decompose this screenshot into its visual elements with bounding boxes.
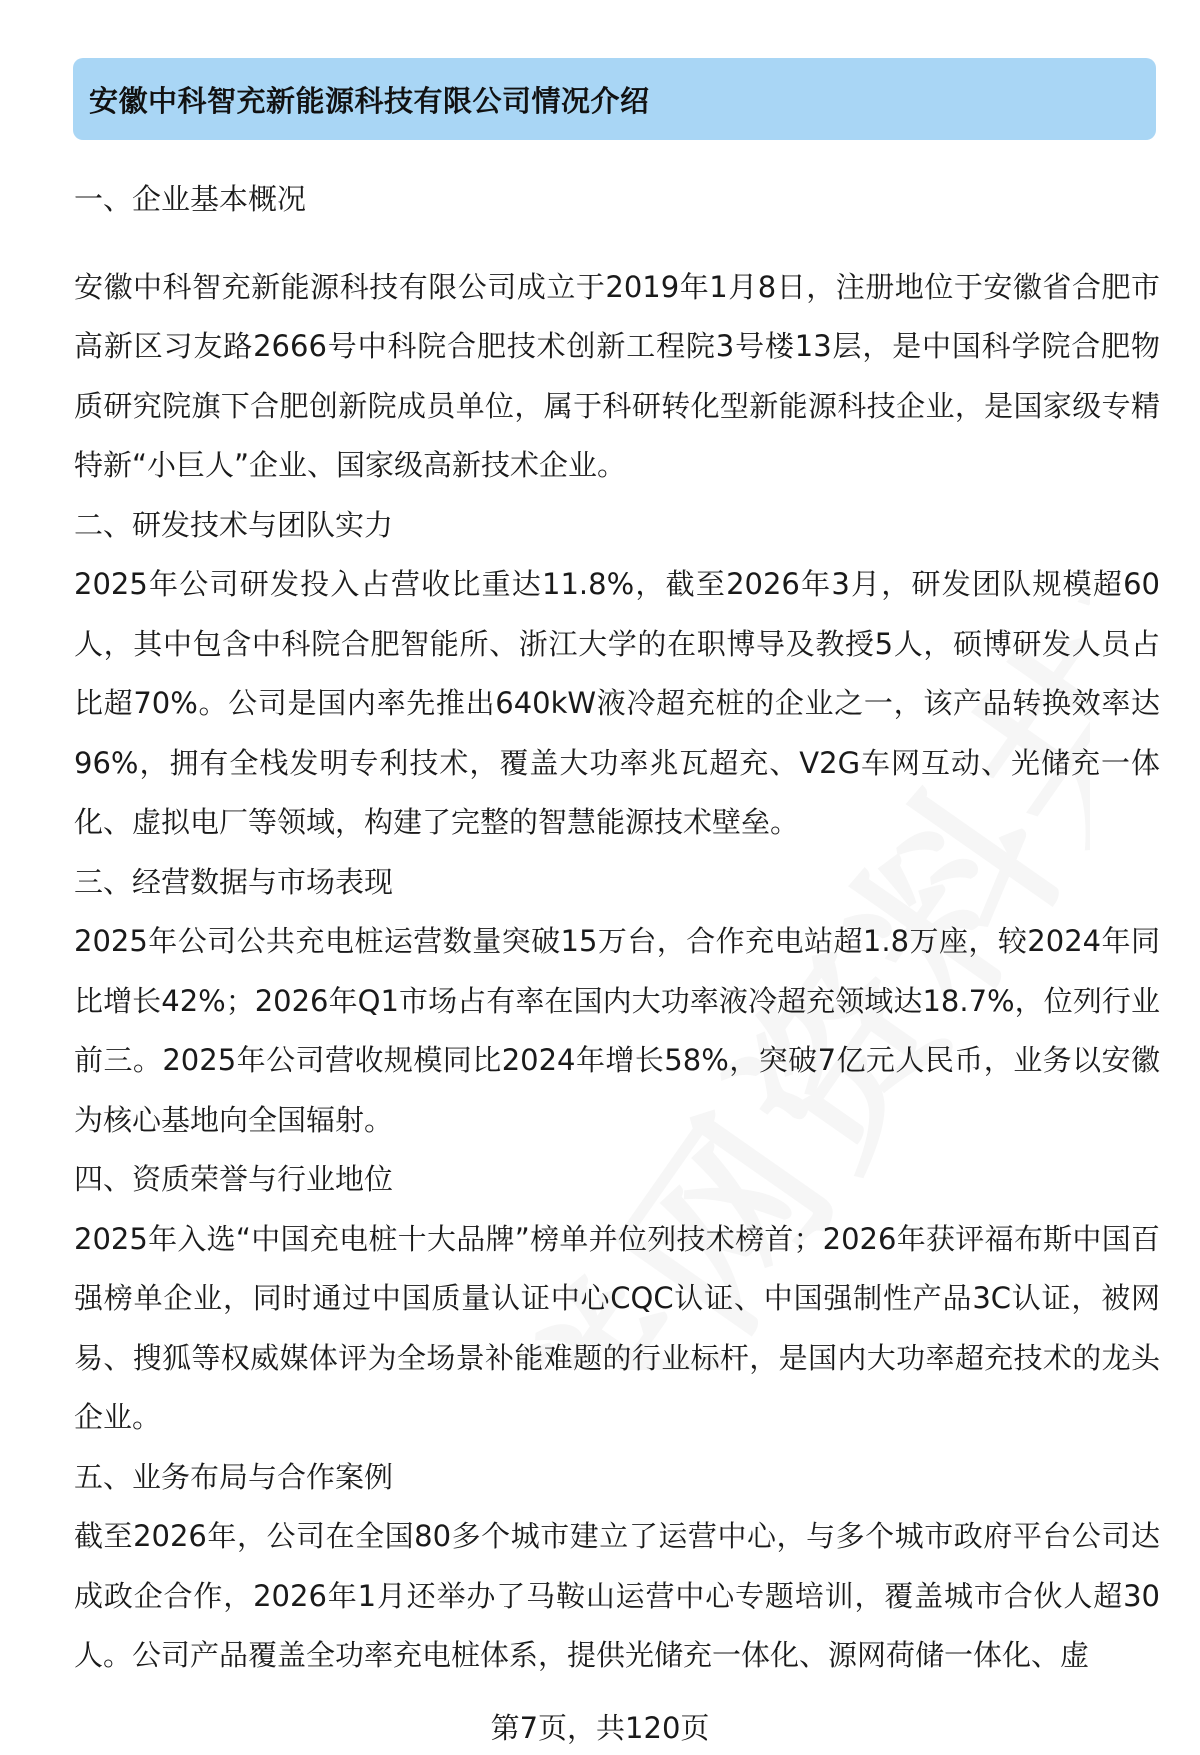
title-banner xyxy=(73,58,1156,140)
section-heading-1: 一、企业基本概况 xyxy=(74,182,307,216)
page-number: 第7页，共120页 xyxy=(490,1711,710,1745)
section-paragraph-3: 2025年公司公共充电桩运营数量突破15万台，合作充电站超1.8万座，较2024年同比增长42%；2026年Q1市场占有率在国内大功率液冷超充领域达18.7%，位列行业前三。2025年公司营收规模同比2024年增长58%，突破7亿元人民币，业务以安徽为核心基地向全国辐射。 xyxy=(74,924,1160,1137)
section-paragraph-1: 安徽中科智充新能源科技有限公司成立于2019年1月8日，注册地位于安徽省合肥市高新区习友路2666号中科院合肥技术创新工程院3号楼13层，是中国科学院合肥物质研究院旗下合肥创新院成员单位，属于科研转化型新能源科技企业，是国家级专精特新“小巨人”企业、国家级高新技术企业。 xyxy=(74,269,1160,482)
document-title: 安徽中科智充新能源科技有限公司情况介绍 xyxy=(89,84,650,118)
document-body xyxy=(74,170,1160,1686)
section-heading-5: 五、业务布局与合作案例 xyxy=(74,1459,394,1494)
section-heading-2: 二、研发技术与团队实力 xyxy=(74,507,394,542)
section-paragraph-2: 2025年公司研发投入占营收比重达11.8%，截至2026年3月，研发团队规模超60人，其中包含中科院合肥智能所、浙江大学的在职博导及教授5人，硕博研发人员占比超70%。公司是国内率先推出640kW液冷超充桩的企业之一，该产品转换效率达96%，拥有全栈发明专利技术，覆盖大功率兆瓦超充、V2G车网互动、光储充一体化、虚拟电厂等领域，构建了完整的智慧能源技术壁垒。 xyxy=(74,567,1160,839)
section-heading-3: 三、经营数据与市场表现 xyxy=(74,864,394,899)
section-paragraph-5: 截至2026年，公司在全国80多个城市建立了运营中心，与多个城市政府平台公司达成政企合作，2026年1月还举办了马鞍山运营中心专题培训，覆盖城市合伙人超30人。公司产品覆盖全功率充电桩体系，提供光储充一体化、源网荷储一体化、虚 xyxy=(74,1519,1160,1672)
section-paragraph-4: 2025年入选“中国充电桩十大品牌”榜单并位列技术榜首；2026年获评福布斯中国百强榜单企业，同时通过中国质量认证中心CQC认证、中国强制性产品3C认证，被网易、搜狐等权威媒体评为全场景补能难题的行业标杆，是国内大功率超充技术的龙头企业。 xyxy=(74,1221,1160,1434)
section-heading-4: 四、资质荣誉与行业地位 xyxy=(74,1162,394,1196)
